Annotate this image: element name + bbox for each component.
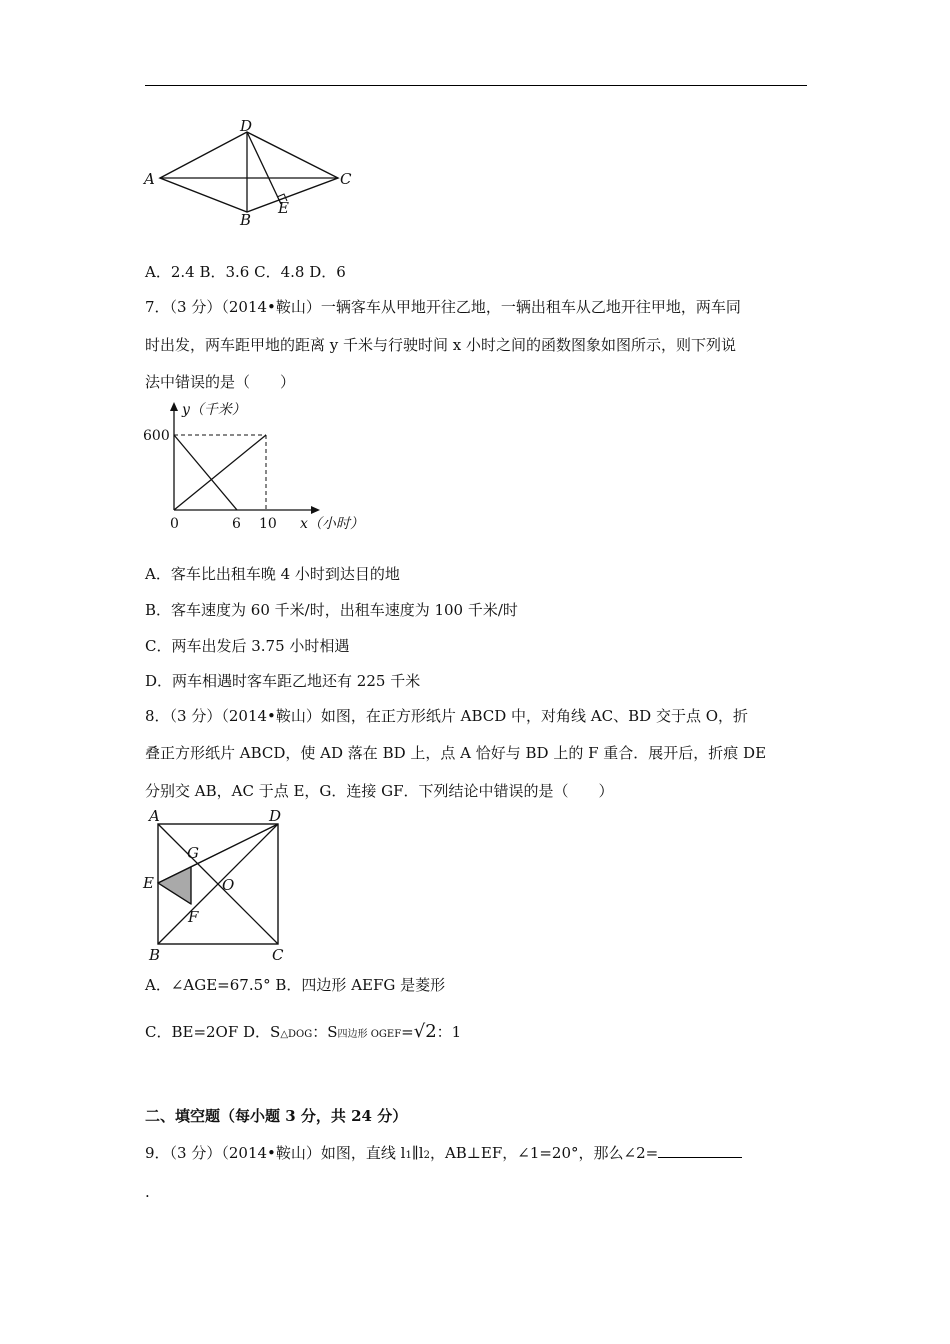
x-axis-arrow [311,506,320,514]
q7-option-b: B．客车速度为 60 千米/时，出租车速度为 100 千米/时 [145,601,518,619]
perpendicular-de [247,132,281,204]
section-2-heading: 二、填空题（每小题 3 分，共 24 分） [145,1107,408,1125]
q8-text-line3: 分别交 AB，AC 于点 E，G．连接 GF．下列结论中错误的是（ ） [145,782,614,800]
label-d: D [269,807,282,825]
label-c: C [340,170,352,188]
sqrt-two: √2 [413,1021,437,1042]
x-axis-label: x（小时） [300,516,364,532]
q8-text-line1: 8．（3 分）（2014•鞍山）如图，在正方形纸片 ABCD 中，对角线 AC、BD 交于点 O，折 [145,707,749,725]
q7-text-line1: 7．（3 分）（2014•鞍山）一辆客车从甲地开往乙地，一辆出租车从乙地开往甲地，两车同 [145,298,741,316]
y-axis-label: y（千米） [182,402,246,418]
q7-option-c: C．两车出发后 3.75 小时相遇 [145,637,350,655]
q7-text-line2: 时出发，两车距甲地的距离 y 千米与行驶时间 x 小时之间的函数图象如图所示，则下列说 [145,336,737,354]
rhombus-outline [160,132,338,212]
x-tick-6: 6 [232,516,241,532]
q7-option-d: D．两车相遇时客车距乙地还有 225 千米 [145,672,421,690]
square-fold-figure [140,806,300,966]
y-tick-600: 600 [143,428,170,444]
bus-line [174,435,266,510]
q9-text: 9．（3 分）（2014•鞍山）如图，直线 l1∥l2，AB⊥EF，∠1=20°，那么∠2= [145,1143,742,1166]
label-c: C [272,946,284,964]
q7-text-line3: 法中错误的是（ ） [145,373,296,391]
label-e: E [143,874,154,892]
rhombus-figure [140,118,360,230]
answer-blank[interactable] [658,1143,742,1158]
label-f: F [188,908,199,926]
q8-options-cd: C．BE=2OF D．S△DOG：S四边形 OGEF=√2：1 [145,1021,462,1042]
y-axis-arrow [170,402,178,411]
label-b: B [240,211,252,229]
label-d: D [240,117,253,135]
fold-line-de [158,824,278,883]
x-tick-10: 10 [259,516,277,532]
distance-time-graph [140,398,390,538]
q8-options-ab: A．∠AGE=67.5° B．四边形 AEFG 是菱形 [145,976,446,994]
q6-options: A．2.4 B．3.6 C．4.8 D．6 [145,263,346,281]
header-rule [145,85,807,86]
label-a: A [149,807,160,825]
q7-option-a: A．客车比出租车晚 4 小时到达目的地 [145,565,400,583]
x-tick-0: 0 [170,516,179,532]
label-e: E [278,199,289,217]
q9-period: . [145,1183,150,1201]
label-a: A [144,170,155,188]
q8-text-line2: 叠正方形纸片 ABCD，使 AD 落在 BD 上，点 A 恰好与 BD 上的 F 重合．展开后，折痕 DE [145,744,767,762]
label-b: B [149,946,161,964]
label-o: O [222,876,235,894]
taxi-line [174,435,237,510]
label-g: G [187,844,199,862]
